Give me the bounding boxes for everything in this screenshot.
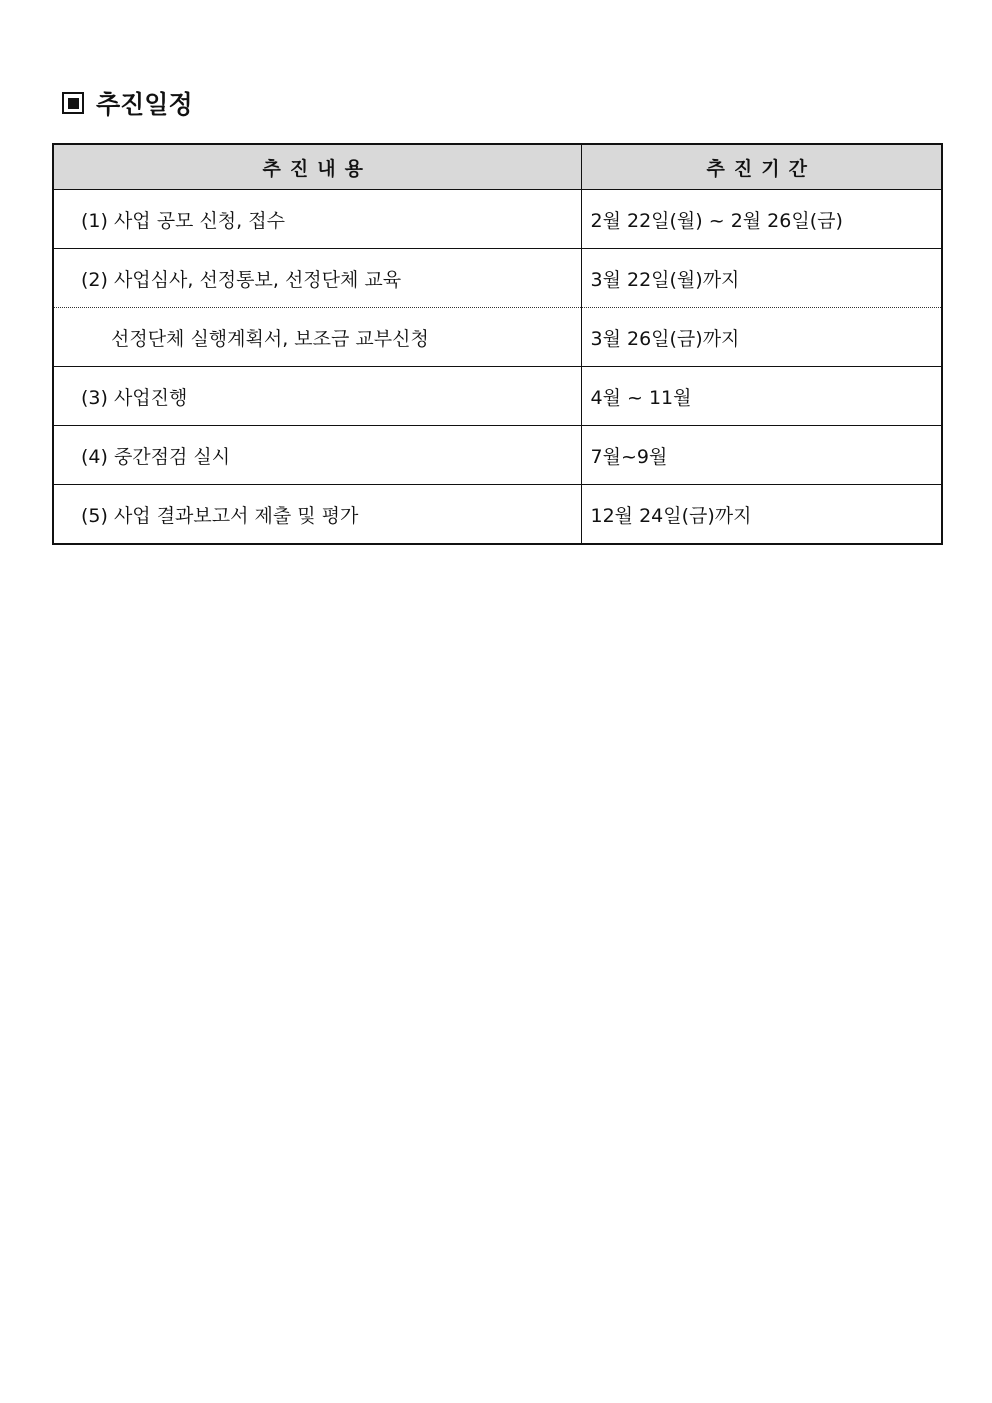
- table-row: [53, 367, 942, 426]
- row-content: (5) 사업 결과보고서 제출 및 평가: [53, 485, 581, 545]
- row-period: 3월 22일(월)까지: [581, 249, 942, 308]
- row-content: (4) 중간점검 실시: [53, 426, 581, 485]
- table-header-row: [53, 144, 942, 190]
- header-period: 추진기간: [581, 144, 942, 190]
- row-content: (3) 사업진행: [53, 367, 581, 426]
- row-period: 7월~9월: [581, 426, 942, 485]
- row-content: (2) 사업심사, 선정통보, 선정단체 교육: [53, 249, 581, 308]
- row-period: 4월 ~ 11월: [581, 367, 942, 426]
- row-period: 12월 24일(금)까지: [590, 504, 752, 527]
- table-row: [53, 485, 942, 545]
- section-title: 추진일정: [96, 90, 193, 119]
- row-period: 3월 26일(금)까지: [581, 308, 942, 367]
- schedule-table: [52, 143, 943, 545]
- row-content: 선정단체 실행계획서, 보조금 교부신청: [53, 308, 581, 367]
- table-row: [53, 308, 942, 367]
- table-row: [53, 190, 942, 249]
- section-heading: [62, 84, 193, 122]
- row-content: (1) 사업 공모 신청, 접수: [53, 190, 581, 249]
- table-row: [53, 426, 942, 485]
- row-period: 2월 22일(월) ~ 2월 26일(금): [581, 190, 942, 249]
- boxed-square-icon: [62, 92, 84, 114]
- header-content: 추진내용: [53, 144, 581, 190]
- table-row: [53, 249, 942, 308]
